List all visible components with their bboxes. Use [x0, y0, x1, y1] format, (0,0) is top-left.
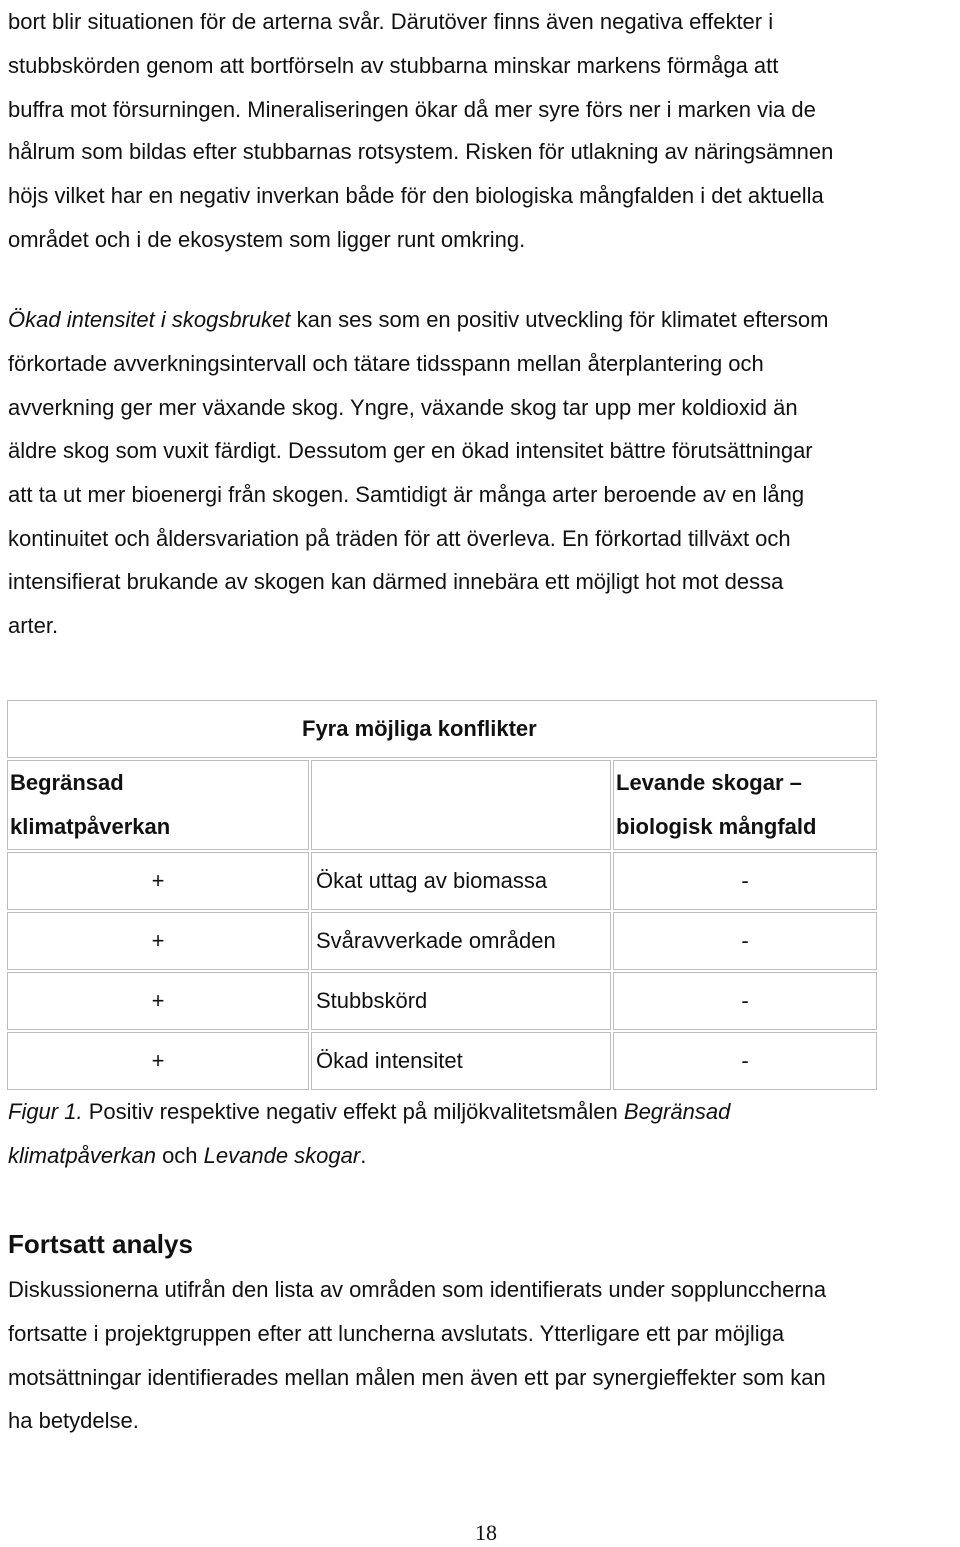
conflict-table [5, 698, 879, 1092]
caption-text: . [360, 1143, 367, 1168]
paragraph-2-first-line [8, 298, 828, 342]
caption-label: Figur 1. [8, 1099, 83, 1124]
paragraph-2-line: intensifierat brukande av skogen kan därmed innebära ett möjligt hot mot dessa [8, 569, 784, 594]
table-title-row [7, 700, 877, 758]
first-line-rest: kan ses som en positiv utveckling för klimatet eftersom [290, 307, 829, 332]
caption-goal: Begränsad [623, 1099, 731, 1124]
section-heading: Fortsatt analys [8, 1229, 193, 1259]
positive-sign: + [7, 912, 309, 970]
paragraph-1-line: buffra mot försurningen. Mineraliseringen ökar då mer syre förs ner i marken via de [8, 97, 816, 122]
paragraph-2-line: att ta ut mer bioenergi från skogen. Samtidigt är många arter beroende av en lång [8, 482, 805, 507]
paragraph-1-line: bort blir situationen för de arterna svår. Därutöver finns även negativa effekter i [8, 9, 774, 34]
header-biodiversity-line: biologisk mångfald [616, 814, 817, 839]
conflict-item: Svåravverkade områden [311, 912, 611, 970]
negative-sign: - [613, 972, 877, 1030]
caption-line [8, 1090, 730, 1134]
negative-sign: - [613, 1032, 877, 1090]
conflict-item: Ökat uttag av biomassa [311, 852, 611, 910]
negative-sign: - [613, 912, 877, 970]
paragraph-1-line: höjs vilket har en negativ inverkan både för den biologiska mångfalden i det aktuella [8, 183, 824, 208]
conflict-item: Ökad intensitet [311, 1032, 611, 1090]
header-biodiversity [613, 760, 877, 850]
paragraph-3-line: motsättningar identifierades mellan målen men även ett par synergieffekter som kan [8, 1365, 826, 1390]
caption-text: och [155, 1143, 204, 1168]
paragraph-2-line: avverkning ger mer växande skog. Yngre, växande skog tar upp mer koldioxid än [8, 395, 798, 420]
paragraph-1-line: stubbskörden genom att bortförseln av stubbarna minskar markens förmåga att [8, 53, 779, 78]
paragraph-2-line: förkortade avverkningsintervall och tätare tidsspann mellan återplantering och [8, 351, 764, 376]
caption-goal: Levande skogar [203, 1143, 361, 1168]
page-number: 18 [475, 1520, 497, 1545]
positive-sign: + [7, 1032, 309, 1090]
paragraph-2-line: kontinuitet och åldersvariation på träden för att överleva. En förkortad tillväxt och [8, 526, 791, 551]
paragraph-1-line: området och i de ekosystem som ligger runt omkring. [8, 227, 526, 252]
header-empty [311, 760, 611, 850]
table-title: Fyra möjliga konflikter [7, 700, 877, 758]
header-biodiversity-line: Levande skogar – [616, 770, 802, 795]
caption-text: Positiv respektive negativ effekt på miljökvalitetsmålen [82, 1099, 624, 1124]
table-row [7, 1032, 877, 1090]
header-climate [7, 760, 309, 850]
header-climate-line: Begränsad [10, 770, 124, 795]
table-row [7, 972, 877, 1030]
paragraph-3-line: fortsatte i projektgruppen efter att luncherna avslutats. Ytterligare ett par möjliga [8, 1321, 785, 1346]
paragraph-3-line: Diskussionerna utifrån den lista av områden som identifierats under sopplunccherna [8, 1277, 827, 1302]
caption-goal: klimatpåverkan [8, 1143, 156, 1168]
header-climate-line: klimatpåverkan [10, 814, 171, 839]
table-row [7, 852, 877, 910]
caption-line [8, 1134, 366, 1178]
paragraph-3-line: ha betydelse. [8, 1408, 139, 1433]
conflict-item: Stubbskörd [311, 972, 611, 1030]
negative-sign: - [613, 852, 877, 910]
paragraph-2-line: arter. [8, 613, 59, 638]
paragraph-2-line: äldre skog som vuxit färdigt. Dessutom ger en ökad intensitet bättre förutsättningar [8, 438, 813, 463]
positive-sign: + [7, 852, 309, 910]
table-row [7, 912, 877, 970]
table-header-row [7, 760, 877, 850]
positive-sign: + [7, 972, 309, 1030]
italic-phrase: Ökad intensitet i skogsbruket [8, 307, 291, 332]
paragraph-1-line: hålrum som bildas efter stubbarnas rotsystem. Risken för utlakning av näringsämnen [8, 139, 834, 164]
